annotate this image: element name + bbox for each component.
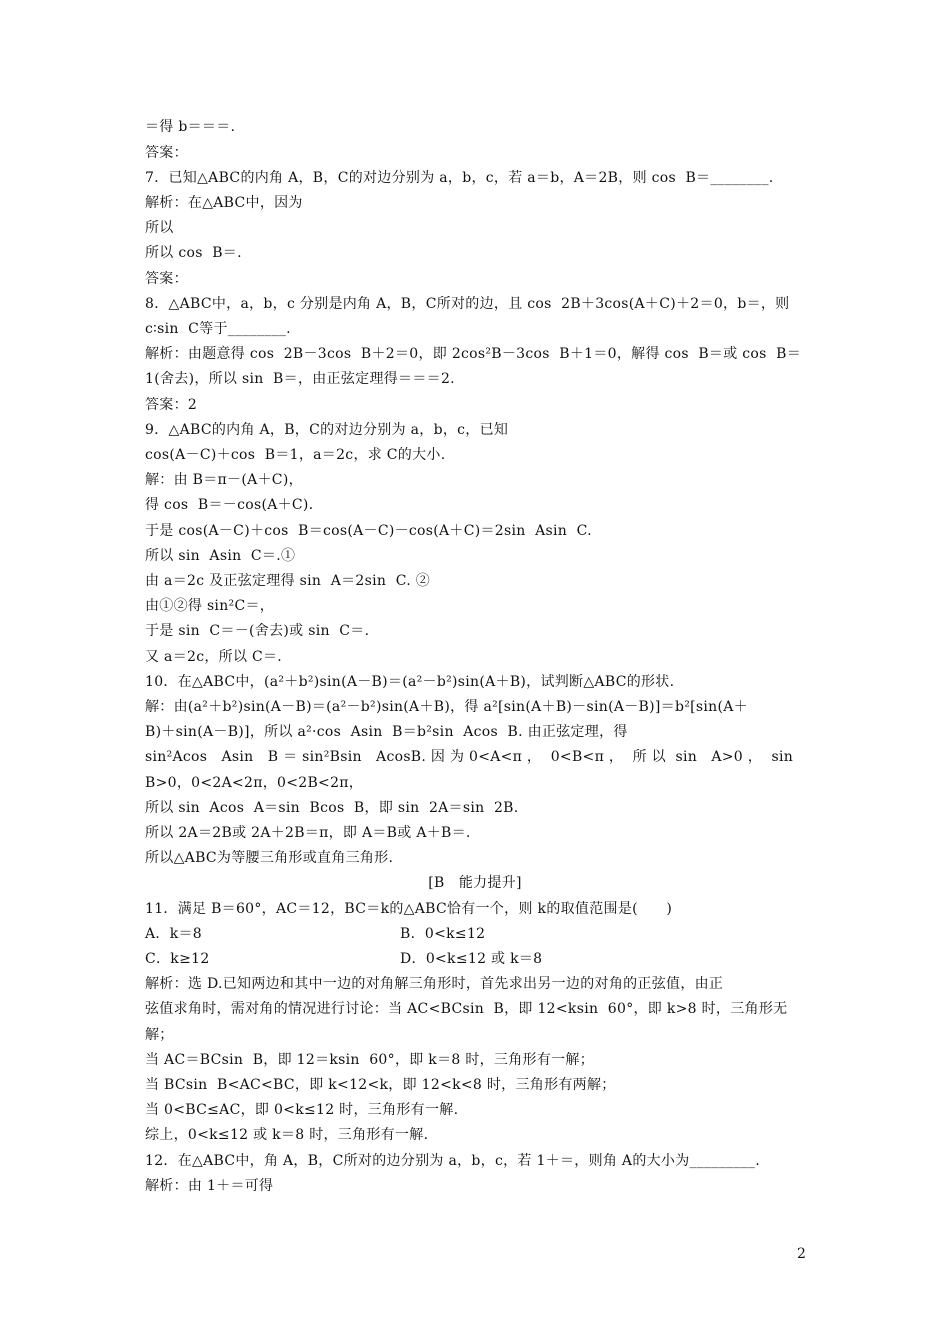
option-c: C．k≥12 [145, 951, 210, 967]
option-d: D．0<k≤12 或 k＝8 [400, 951, 543, 967]
text-line: 所以 sin Asin C＝.① [145, 548, 296, 564]
text-line: 所以 cos B＝. [145, 245, 242, 261]
text-line: 所以 sin Acos A＝sin Bcos B，即 sin 2A＝sin 2B. [145, 800, 519, 816]
text-line: 解：由 B＝π－(A＋C)， [145, 472, 303, 488]
text-line: 所以 2A＝2B或 2A＋2B＝π，即 A＝B或 A＋B＝. [145, 825, 471, 841]
text-line: c∶sin C等于________. [145, 321, 291, 337]
text-line: 答案： [145, 145, 188, 161]
question-7: 7．已知△ABC的内角 A，B，C的对边分别为 a，b，c，若 a＝b，A＝2B，则 cos B＝________. [145, 170, 774, 186]
text-line: B>0，0<2A<2π，0<2B<2π， [145, 775, 364, 791]
option-a: A．k＝8 [145, 926, 203, 942]
text-line: 弦值求角时，需对角的情况进行讨论：当 AC<BCsin B，即 12<ksin 60°，即 k>8 时，三角形无 [145, 1001, 788, 1017]
text-line: 当 AC＝BCsin B，即 12＝ksin 60°，即 k＝8 时，三角形有一解； [145, 1052, 595, 1068]
text-line: 得 cos B＝－cos(A＋C)． [145, 497, 323, 513]
question-9: 9．△ABC的内角 A，B，C的对边分别为 a，b，c，已知 [145, 422, 509, 438]
text-line: 所以 [145, 220, 174, 236]
text-line: 解析：在△ABC中，因为 [145, 195, 303, 211]
question-11: 11．满足 B＝60°，AC＝12，BC＝k的△ABC恰有一个，则 k的取值范围是( ) [145, 901, 673, 917]
text-line: 又 a＝2c，所以 C＝. [145, 649, 283, 665]
question-12: 12．在△ABC中，角 A，B，C所对的边分别为 a，b，c，若 1＋＝，则角 A的大小为_________. [145, 1153, 760, 1169]
text-line: 解； [145, 1027, 174, 1043]
text-line: 当 0<BC≤AC，即 0<k≤12 时，三角形有一解. [145, 1102, 459, 1118]
text-line: 于是 cos(A－C)＋cos B＝cos(A－C)－cos(A＋C)＝2sin Asin C. [145, 523, 592, 539]
text-line: ＝得 b＝＝＝. [145, 119, 236, 135]
text-line: 所以△ABC为等腰三角形或直角三角形. [145, 850, 394, 866]
text-line: 答案： [145, 271, 188, 287]
text-line: cos(A－C)＋cos B＝1，a＝2c，求 C的大小. [145, 447, 446, 463]
text-line: 解析：由 1＋＝可得 [145, 1178, 274, 1194]
text-line: sin²Acos Asin B ＝ sin²Bsin AcosB. 因 为 0<A<π ， 0<B<π ， 所 以 sin A>0 ， sin [145, 749, 794, 765]
question-10: 10．在△ABC中，(a²＋b²)sin(A－B)＝(a²－b²)sin(A＋B)，试判断△ABC的形状. [145, 674, 675, 690]
text-line: 解析：选 D.已知两边和其中一边的对角解三角形时，首先求出另一边的对角的正弦值，由正 [145, 976, 724, 992]
text-line: 解析：由题意得 cos 2B－3cos B＋2＝0，即 2cos²B－3cos B＋1＝0，解得 cos B＝或 cos B＝ [145, 346, 802, 362]
text-line: 解：由(a²＋b²)sin(A－B)＝(a²－b²)sin(A＋B)，得 a²[sin(A＋B)－sin(A－B)]＝b²[sin(A＋ [145, 699, 748, 715]
option-b: B．0<k≤12 [400, 926, 486, 942]
page-number: 2 [797, 1246, 806, 1262]
text-line: 由 a＝2c 及正弦定理得 sin A＝2sin C. ② [145, 573, 431, 589]
question-8: 8．△ABC中，a，b，c 分别是内角 A，B，C所对的边，且 cos 2B＋3cos(A＋C)＋2＝0，b＝，则 [145, 296, 790, 312]
text-line: 由①②得 sin²C＝， [145, 598, 275, 614]
text-line: 当 BCsin B<AC<BC，即 k<12<k，即 12<k<8 时，三角形有两解； [145, 1077, 616, 1093]
text-line: B)＋sin(A－B)]，所以 a²·cos Asin B＝b²sin Acos B. 由正弦定理，得 [145, 724, 628, 740]
text-line: 综上，0<k≤12 或 k＝8 时，三角形有一解. [145, 1127, 429, 1143]
text-line: 于是 sin C＝－(舍去)或 sin C＝. [145, 623, 370, 639]
text-line: 答案：2 [145, 397, 198, 413]
section-heading: [B 能力提升] [428, 875, 522, 891]
text-line: 1(舍去)，所以 sin B＝，由正弦定理得＝＝＝2. [145, 371, 455, 387]
